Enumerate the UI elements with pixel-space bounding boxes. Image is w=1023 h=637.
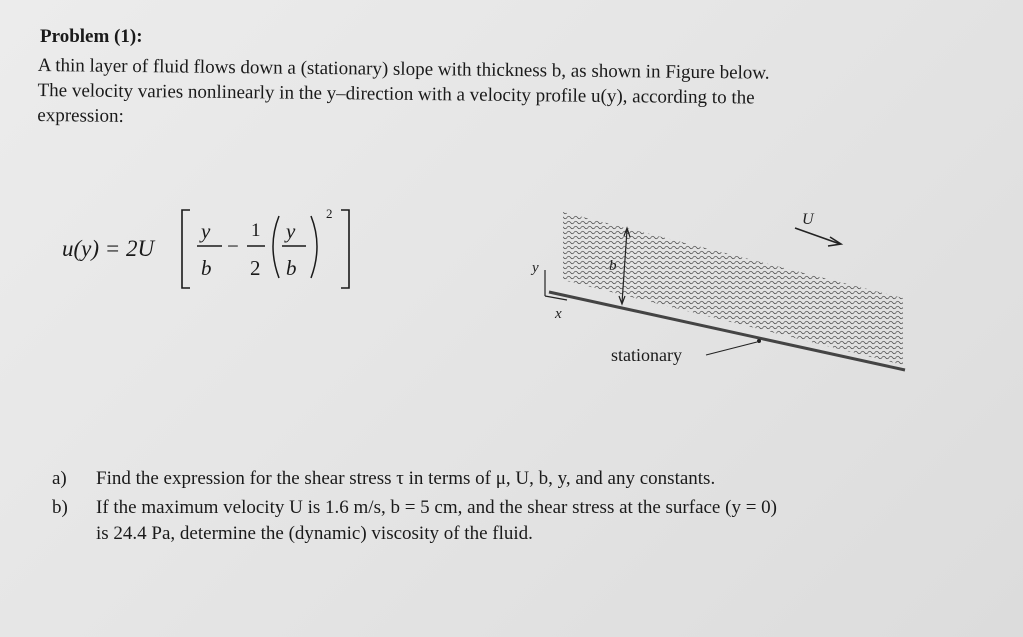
question-b-label: b)	[52, 497, 68, 518]
question-a-text: Find the expression for the shear stress τ in terms of μ, U, b, y, and any constants.	[96, 468, 716, 489]
half-numerator: 1	[251, 220, 261, 241]
right-bracket	[341, 210, 349, 288]
left-paren	[273, 216, 279, 278]
problem-title: Problem (1):	[40, 26, 143, 47]
inner-fraction-y: y	[286, 219, 296, 243]
half-denominator: 2	[250, 256, 261, 280]
statement-line-2: The velocity varies nonlinearly in the y–direction with a velocity profile u(y), according to the	[37, 79, 755, 109]
question-b-text-line-1: If the maximum velocity U is 1.6 m/s, b = 5 cm, and the shear stress at the surface (y = 0)	[96, 497, 777, 518]
question-a-label: a)	[52, 468, 67, 489]
left-bracket	[182, 210, 190, 288]
question-b	[52, 495, 992, 547]
fraction-numerator-y: y	[201, 219, 211, 243]
stationary-label: stationary	[611, 345, 682, 365]
question-list	[52, 466, 992, 547]
exponent: 2	[326, 206, 333, 221]
x-axis-label: x	[555, 306, 562, 322]
velocity-profile-equation	[62, 196, 382, 306]
slope-flow-figure	[525, 200, 925, 390]
stationary-leader-dot	[757, 339, 761, 343]
thickness-label: b	[609, 258, 617, 274]
statement-line-3: expression:	[37, 104, 124, 127]
problem-statement	[37, 53, 998, 138]
inner-fraction-b: b	[286, 256, 297, 280]
equation-lhs: u(y) = 2U	[62, 236, 155, 261]
velocity-label: U	[802, 211, 814, 228]
fraction-denominator-b: b	[201, 256, 212, 280]
fluid-layer	[563, 212, 903, 365]
velocity-arrow	[795, 228, 840, 244]
question-a	[52, 466, 992, 492]
statement-line-1: A thin layer of fluid flows down a (stationary) slope with thickness b, as shown in Figure below.	[37, 54, 770, 84]
right-paren	[311, 216, 317, 278]
minus-sign: −	[227, 234, 239, 258]
stationary-leader	[706, 342, 757, 355]
question-b-text-line-2: is 24.4 Pa, determine the (dynamic) viscosity of the fluid.	[96, 523, 533, 544]
y-axis-label: y	[532, 260, 539, 276]
